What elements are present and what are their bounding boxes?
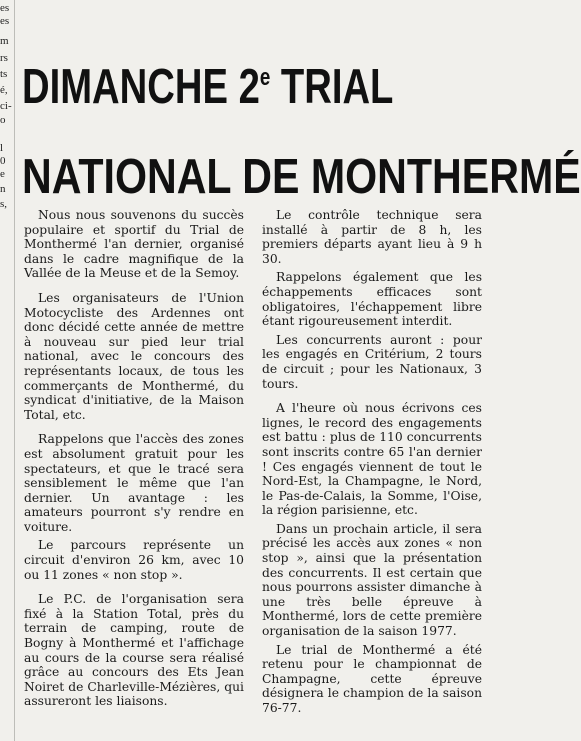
fragment-text: l <box>0 142 4 154</box>
article-column-left <box>24 208 244 719</box>
fragment-text: o <box>0 114 6 126</box>
fragment-text: es <box>0 2 10 14</box>
paragraph: Nous nous souvenons du succès populaire et sportif du Trial de Monthermé l'an dernier, organisé dans le cadre magnifique de la Vallée de la Meuse et de la Semoy. <box>24 208 244 281</box>
fragment-text: n <box>0 183 6 195</box>
paragraph: Rappelons que l'accès des zones est absolument gratuit pour les spectateurs, et que le tracé sera sensiblement le même que l'an dernier. Un avantage : les amateurs pourront s'y rendre en voiture. <box>24 432 244 534</box>
adjacent-column-fragment <box>0 0 15 741</box>
paragraph: Rappelons également que les échappements efficaces sont obligatoires, l'échappement libre étant rigoureusement interdit. <box>262 270 482 329</box>
paragraph: Les organisateurs de l'Union Motocycliste des Ardennes ont donc décidé cette année de mettre à nouveau sur pied leur trial national, avec le concours des représentants locaux, de tous les commerçants de Monthermé, du syndicat d'initiative, de la Maison Total, etc. <box>24 290 244 422</box>
article-headline <box>22 52 581 204</box>
paragraph: Le parcours représente un circuit d'environ 26 km, avec 10 ou 11 zones « non stop ». <box>24 538 244 582</box>
fragment-text: e <box>0 168 5 180</box>
paragraph: Le P.C. de l'organisation sera fixé à la Station Total, près du terrain de camping, route de Bogny à Monthermé et l'affichage au cours de la course sera réalisé grâce au concours des Ets Jean Noiret de Charleville-Mézières, qui assureront les liaisons. <box>24 592 244 709</box>
fragment-text: ts <box>0 68 8 80</box>
headline-line-1 <box>22 52 394 114</box>
headline-superscript: e <box>259 64 271 91</box>
paragraph: Dans un prochain article, il sera précisé les accès aux zones « non stop », ainsi que la présentation des concurrents. Il est certain que nous pourrons assister dimanche à une très belle épreuve à Monthermé, lors de cette première organisation de la saison 1977. <box>262 521 482 639</box>
fragment-text: ci- <box>0 100 12 112</box>
headline-end: TRIAL <box>270 60 394 114</box>
fragment-text: s, <box>0 198 8 210</box>
headline-main: DIMANCHE 2 <box>22 60 260 114</box>
paragraph: Le trial de Monthermé a été retenu pour le championnat de Champagne, cette épreuve désignera le champion de la saison 76-77. <box>262 642 482 715</box>
fragment-text: es <box>0 15 10 27</box>
paragraph: Les concurrents auront : pour les engagés en Critérium, 2 tours de circuit ; pour les Nationaux, 3 tours. <box>262 332 482 391</box>
paragraph: A l'heure où nous écrivons ces lignes, le record des engagements est battu : plus de 110 concurrents sont inscrits contre 65 l'an dernier ! Ces engagés viennent de tout le Nord-Est, la Champagne, le Nord, le Pas-de-Calais, la Somme, l'Oise, la région parisienne, etc. <box>262 401 482 518</box>
fragment-text: é, <box>0 84 8 96</box>
fragment-text: rs <box>0 52 8 64</box>
paragraph: Le contrôle technique sera installé à partir de 8 h, les premiers départs ayant lieu à 9 h 30. <box>262 208 482 266</box>
article-column-right <box>262 208 482 726</box>
fragment-text: 0 <box>0 155 6 167</box>
fragment-text: m <box>0 35 9 47</box>
headline-line-2: NATIONAL DE MONTHERMÉ <box>22 150 581 204</box>
